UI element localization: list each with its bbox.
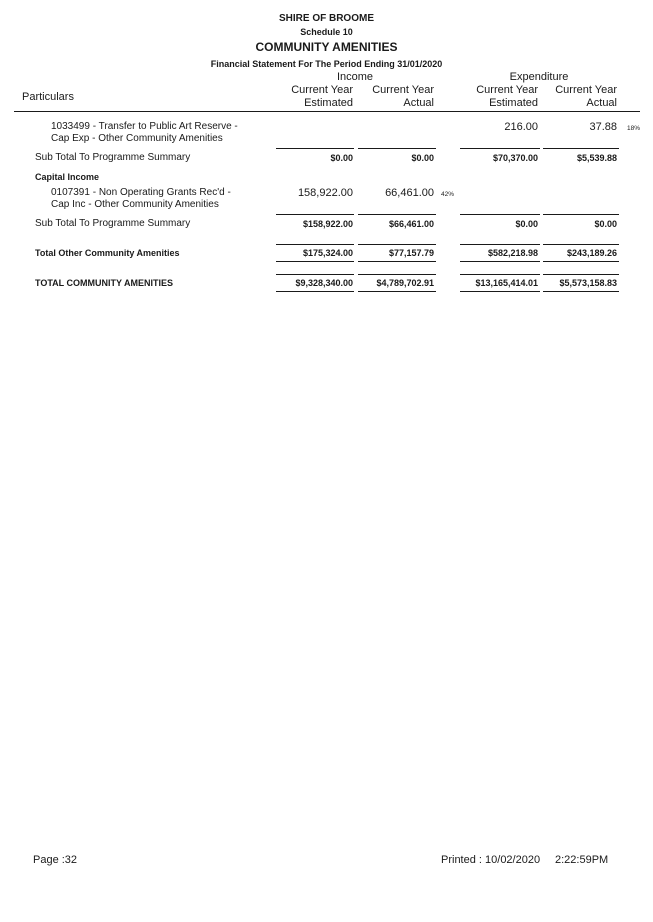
- subtotal1-rule-exp-est: [460, 148, 540, 149]
- subtotal1-rule-inc-est: [276, 148, 354, 149]
- expenditure-estimated-header-line2: Estimated: [489, 97, 538, 109]
- total-other-rule-exp-est: [460, 244, 540, 245]
- total-other-underline-inc-act: [358, 261, 436, 262]
- transfer-exp-estimated: 216.00: [504, 121, 538, 133]
- subtotal2-inc-actual: $66,461.00: [388, 219, 434, 229]
- grand-total-underline-exp-act: [543, 291, 619, 292]
- expenditure-group-header: Expenditure: [509, 71, 569, 83]
- income-group-header: Income: [336, 71, 374, 83]
- expenditure-estimated-header-line1: Current Year: [476, 84, 538, 96]
- capital-income-heading: Capital Income: [35, 172, 100, 182]
- schedule-label: Schedule 10: [300, 27, 353, 37]
- grand-total-exp-estimated: $13,165,414.01: [475, 278, 538, 288]
- total-other-rule-exp-act: [543, 244, 619, 245]
- total-other-underline-exp-act: [543, 261, 619, 262]
- header-divider: [14, 111, 640, 112]
- total-other-inc-estimated: $175,324.00: [302, 248, 353, 258]
- grand-total-underline-inc-est: [276, 291, 354, 292]
- total-other-rule-inc-est: [276, 244, 354, 245]
- subtotal1-label: Sub Total To Programme Summary: [35, 152, 191, 163]
- grand-total-exp-actual: $5,573,158.83: [559, 278, 617, 288]
- subtotal1-exp-estimated: $70,370.00: [492, 153, 538, 163]
- subtotal1-inc-actual: $0.00: [411, 153, 434, 163]
- income-actual-header-line2: Actual: [403, 97, 434, 109]
- subtotal2-rule-exp-est: [460, 214, 540, 215]
- subtotal2-exp-estimated: $0.00: [515, 219, 538, 229]
- expenditure-actual-header-line2: Actual: [586, 97, 617, 109]
- total-other-underline-exp-est: [460, 261, 540, 262]
- subtotal2-rule-inc-est: [276, 214, 354, 215]
- income-estimated-header-line1: Current Year: [291, 84, 353, 96]
- grand-total-rule-exp-est: [460, 274, 540, 275]
- period-label: Financial Statement For The Period Ending 31/01/2020: [210, 59, 443, 69]
- subtotal2-exp-actual: $0.00: [594, 219, 617, 229]
- grand-total-label: TOTAL COMMUNITY AMENITIES: [35, 278, 174, 288]
- page-number: Page :32: [33, 854, 78, 866]
- grants-description-line1: 0107391 - Non Operating Grants Rec'd -: [51, 187, 231, 198]
- total-other-label: Total Other Community Amenities: [35, 248, 180, 258]
- subtotal1-rule-inc-act: [358, 148, 436, 149]
- subtotal2-rule-inc-act: [358, 214, 436, 215]
- grand-total-rule-inc-est: [276, 274, 354, 275]
- transfer-percent: 18%: [627, 125, 641, 132]
- page-title: COMMUNITY AMENITIES: [255, 40, 398, 54]
- org-name: SHIRE OF BROOME: [278, 13, 374, 24]
- total-other-exp-estimated: $582,218.98: [487, 248, 538, 258]
- grants-description-line2: Cap Inc - Other Community Amenities: [51, 199, 219, 210]
- subtotal2-inc-estimated: $158,922.00: [302, 219, 353, 229]
- grand-total-rule-inc-act: [358, 274, 436, 275]
- grand-total-underline-inc-act: [358, 291, 436, 292]
- expenditure-actual-header-line1: Current Year: [555, 84, 617, 96]
- transfer-description-line2: Cap Exp - Other Community Amenities: [51, 133, 223, 144]
- subtotal1-exp-actual: $5,539.88: [576, 153, 617, 163]
- transfer-description-line1: 1033499 - Transfer to Public Art Reserve -: [51, 121, 238, 132]
- total-other-inc-actual: $77,157.79: [388, 248, 434, 258]
- grand-total-rule-exp-act: [543, 274, 619, 275]
- total-other-exp-actual: $243,189.26: [566, 248, 617, 258]
- subtotal2-label: Sub Total To Programme Summary: [35, 218, 191, 229]
- printed-date: Printed : 10/02/2020: [441, 854, 541, 866]
- grants-percent: 42%: [441, 191, 455, 198]
- transfer-exp-actual: 37.88: [589, 121, 617, 133]
- subtotal1-inc-estimated: $0.00: [330, 153, 353, 163]
- particulars-header: Particulars: [22, 91, 74, 103]
- subtotal1-rule-exp-act: [543, 148, 619, 149]
- grants-inc-estimated: 158,922.00: [297, 187, 353, 199]
- grand-total-inc-estimated: $9,328,340.00: [295, 278, 353, 288]
- subtotal2-rule-exp-act: [543, 214, 619, 215]
- grants-inc-actual: 66,461.00: [385, 187, 434, 199]
- total-other-rule-inc-act: [358, 244, 436, 245]
- printed-time: 2:22:59PM: [555, 854, 609, 866]
- grand-total-underline-exp-est: [460, 291, 540, 292]
- total-other-underline-inc-est: [276, 261, 354, 262]
- income-estimated-header-line2: Estimated: [304, 97, 353, 109]
- grand-total-inc-actual: $4,789,702.91: [376, 278, 434, 288]
- income-actual-header-line1: Current Year: [372, 84, 434, 96]
